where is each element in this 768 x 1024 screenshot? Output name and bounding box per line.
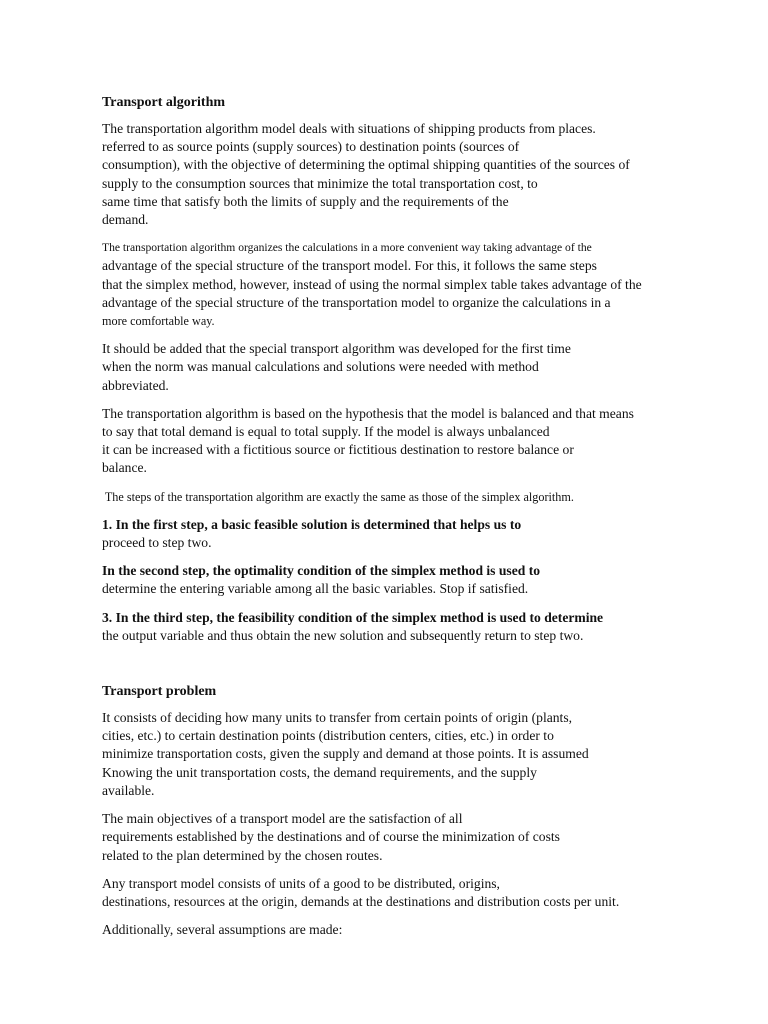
text-line: minimize transportation costs, given the supply and demand at those points. It is assumed bbox=[102, 746, 589, 762]
text-line: abbreviated. bbox=[102, 377, 169, 393]
text-line: It should be added that the special transport algorithm was developed for the first time bbox=[102, 341, 571, 357]
text-line: advantage of the special structure of the transportation model to organize the calculations in a bbox=[102, 294, 611, 310]
text-line: It consists of deciding how many units to transfer from certain points of origin (plants, bbox=[102, 710, 573, 726]
paragraph-algorithm-steps-intro bbox=[102, 488, 702, 506]
text-line: The transportation algorithm is based on the hypothesis that the model is balanced and that means bbox=[102, 405, 634, 421]
section-spacer bbox=[102, 655, 702, 683]
paragraph-problem-assumptions bbox=[102, 921, 702, 939]
paragraph-problem-components bbox=[102, 875, 702, 911]
text-line: supply to the consumption sources that minimize the total transportation cost, to bbox=[102, 175, 538, 191]
section-heading-transport-problem: Transport problem bbox=[102, 684, 217, 700]
document-page bbox=[102, 94, 702, 949]
paragraph-algorithm-history bbox=[102, 340, 702, 395]
text-line: available. bbox=[102, 782, 155, 798]
text-line: the output variable and thus obtain the new solution and subsequently return to step two. bbox=[102, 627, 584, 643]
paragraph-problem-definition bbox=[102, 709, 702, 800]
text-line: related to the plan determined by the chosen routes. bbox=[102, 847, 383, 863]
text-line: it can be increased with a fictitious source or fictitious destination to restore balance or bbox=[102, 442, 574, 458]
text-line: same time that satisfy both the limits of supply and the requirements of the bbox=[102, 193, 509, 209]
text-line: referred to as source points (supply sources) to destination points (sources of bbox=[102, 139, 520, 155]
text-line: demand. bbox=[102, 212, 149, 228]
text-line: requirements established by the destinations and of course the minimization of costs bbox=[102, 829, 560, 845]
text-line: cities, etc.) to certain destination points (distribution centers, cities, etc.) in order to bbox=[102, 728, 554, 744]
text-line: proceed to step two. bbox=[102, 535, 212, 551]
text-line: The steps of the transportation algorithm are exactly the same as those of the simplex algorithm. bbox=[102, 489, 574, 504]
step-two bbox=[102, 562, 702, 598]
text-line: consumption), with the objective of determining the optimal shipping quantities of the sources of bbox=[102, 157, 630, 173]
text-line: that the simplex method, however, instead of using the normal simplex table takes advantage of the bbox=[102, 276, 642, 292]
text-line: determine the entering variable among all the basic variables. Stop if satisfied. bbox=[102, 581, 529, 597]
text-line: advantage of the special structure of the transport model. For this, it follows the same steps bbox=[102, 258, 597, 274]
step-one bbox=[102, 516, 702, 552]
text-line: when the norm was manual calculations and solutions were needed with method bbox=[102, 359, 539, 375]
text-line: Knowing the unit transportation costs, the demand requirements, and the supply bbox=[102, 764, 537, 780]
step-one-bold: 1. In the first step, a basic feasible solution is determined that helps us to bbox=[102, 516, 522, 532]
paragraph-algorithm-balance bbox=[102, 405, 702, 478]
text-line: more comfortable way. bbox=[102, 314, 215, 329]
step-three bbox=[102, 609, 702, 645]
paragraph-problem-objectives bbox=[102, 810, 702, 865]
text-line: destinations, resources at the origin, demands at the destinations and distribution costs per unit. bbox=[102, 893, 620, 909]
text-line: to say that total demand is equal to total supply. If the model is always unbalanced bbox=[102, 424, 550, 440]
text-line: The transportation algorithm model deals with situations of shipping products from places. bbox=[102, 121, 596, 136]
step-two-bold: In the second step, the optimality condition of the simplex method is used to bbox=[102, 563, 541, 579]
text-line: The main objectives of a transport model are the satisfaction of all bbox=[102, 811, 463, 827]
text-line: Additionally, several assumptions are made: bbox=[102, 922, 343, 938]
step-three-bold: 3. In the third step, the feasibility condition of the simplex method is used to determine bbox=[102, 609, 604, 625]
text-line: The transportation algorithm organizes the calculations in a more convenient way taking advantage of the bbox=[102, 241, 592, 255]
text-line: balance. bbox=[102, 460, 147, 476]
section-heading-transport-algorithm: Transport algorithm bbox=[102, 95, 226, 110]
paragraph-algorithm-structure bbox=[102, 239, 702, 330]
text-line: Any transport model consists of units of a good to be distributed, origins, bbox=[102, 875, 500, 891]
paragraph-algorithm-intro bbox=[102, 120, 702, 229]
